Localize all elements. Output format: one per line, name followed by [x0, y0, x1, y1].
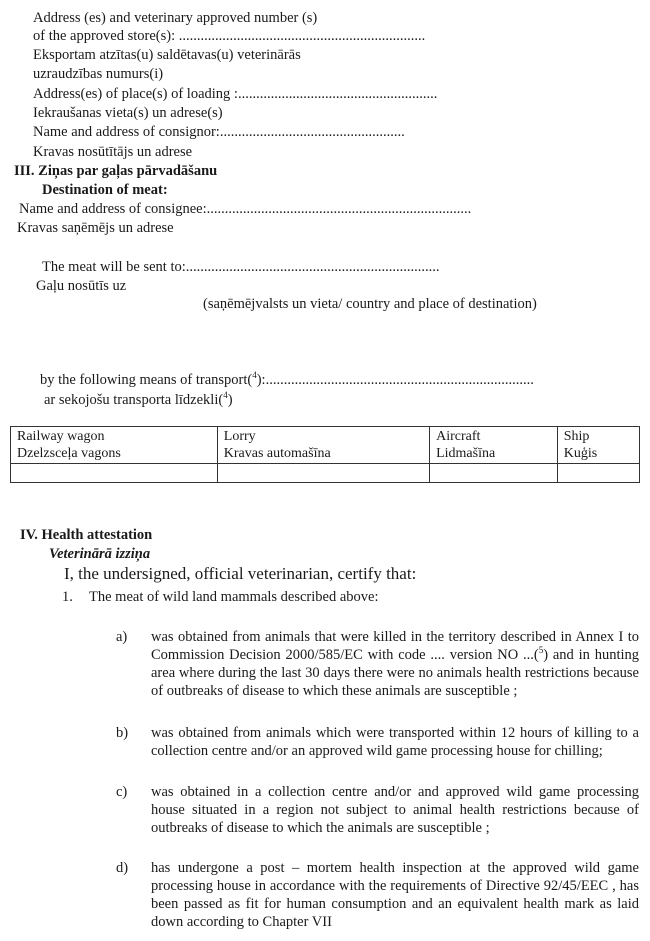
empty-cell	[11, 464, 218, 483]
sent-to-label-lv: Gaļu nosūtīs uz	[36, 278, 127, 294]
empty-cell	[430, 464, 558, 483]
transport-cell-aircraft: Aircraft Lidmašīna	[430, 427, 558, 464]
transport-means-table	[10, 426, 640, 483]
footnote-ref-4: 4	[252, 370, 257, 381]
item-c-letter: c)	[116, 784, 128, 800]
loading-place-field: Address(es) of place(s) of loading :.......................................................	[33, 86, 438, 102]
consignee-label-lv: Kravas saņēmējs un adrese	[17, 220, 174, 236]
transport-label-lv: ar sekojošu transporta līdzekli($^4$)	[44, 390, 233, 408]
footnote-ref-5: 5	[538, 645, 544, 656]
table-row	[11, 427, 640, 464]
footnote-ref-4-lv: 4	[223, 390, 228, 401]
transport-cell-lorry: Lorry Kravas automašīna	[217, 427, 429, 464]
consignor-label-lv: Kravas nosūtītājs un adrese	[33, 144, 193, 160]
item-b-text: was obtained from animals which were transported within 12 hours of killing to a collection centre and/or an approved wild game processing house for chilling;	[151, 725, 639, 759]
consignor-field: Name and address of consignor:...................................................	[33, 124, 405, 140]
consignee-field: Name and address of consignee:.........................................................................	[19, 201, 472, 217]
empty-cell	[557, 464, 639, 483]
approved-store-field: of the approved store(s): ....................................................................	[33, 28, 426, 44]
sent-to-field: The meat will be sent to:......................................................................	[42, 259, 440, 275]
item-d-letter: d)	[116, 860, 129, 876]
approved-store-label-lv: Eksportam atzītas(u) saldētavas(u) veterinārās	[33, 47, 301, 63]
loading-place-label-lv: Iekraušanas vieta(s) un adrese(s)	[33, 105, 223, 121]
item-c-text: was obtained in a collection centre and/or and approved wild game processing house situated in a region not subject to animal health restrictions because of outbreaks of disease to which the animals are susceptible ;	[151, 784, 639, 836]
transport-cell-ship: Ship Kuģis	[557, 427, 639, 464]
item-b-letter: b)	[116, 725, 129, 741]
section-3-heading: III. Ziņas par gaļas pārvadāšanu	[14, 163, 218, 179]
section-4-heading: IV. Health attestation	[20, 527, 153, 543]
destination-subheading: Destination of meat:	[42, 182, 168, 198]
item-d-text: has undergone a post – mortem health inspection at the approved wild game processing house in accordance with the requirements of Directive 92/45/EEC , has been passed as fit for human consumption and an equivalent health mark as laid down according to Chapter VII	[151, 860, 639, 930]
transport-field: by the following means of transport($^4$):..........................................................................	[40, 370, 534, 388]
item-1-text: The meat of wild land mammals described above:	[89, 589, 379, 605]
certify-statement: I, the undersigned, official veterinarian, certify that:	[64, 564, 417, 583]
approved-store-label-en: Address (es) and veterinary approved number (s)	[33, 10, 318, 26]
item-a-text: was obtained from animals that were killed in the territory described in Annex I to Commission Decision 2000/585/EC with code .... version NO ...($^5$) and in hunting area where during the last 30 days there were no animals health restrictions because of outbreaks of disease to which these animals are susceptible ;	[151, 629, 639, 699]
item-a-letter: a)	[116, 629, 128, 645]
destination-note: (saņēmējvalsts un vieta/ country and place of destination)	[203, 296, 537, 312]
empty-cell	[217, 464, 429, 483]
item-1-number: 1.	[62, 589, 73, 605]
transport-cell-railway: Railway wagon Dzelzsceļa vagons	[11, 427, 218, 464]
health-attestation-lv: Veterinārā izziņa	[49, 546, 151, 562]
table-row-empty	[11, 464, 640, 483]
approved-store-number-lv: uzraudzības numurs(i)	[33, 66, 164, 82]
